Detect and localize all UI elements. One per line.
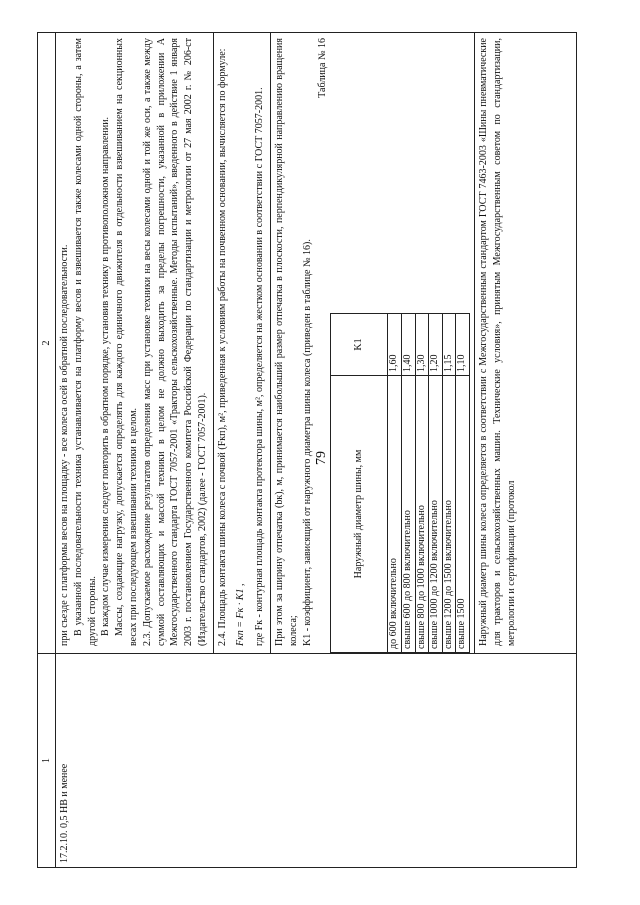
section-code: 17.2.10. 0,5 НВ и менее <box>59 763 70 863</box>
page-number: 79 <box>314 451 329 465</box>
table-row <box>442 314 456 653</box>
table-cell-range: свыше 600 до 800 включительно <box>401 376 415 653</box>
table-cell-k1: 1,60 <box>388 314 402 376</box>
paragraph-2: В указанной последовательности техника устанавливается на платформу весов и взвешивается также колесами одной стороны, а затем другой стороны. <box>72 38 98 646</box>
table-16-col1-header: Наружный диаметр шины, мм <box>331 376 388 653</box>
paragraph-k1: K1 - коэффициент, зависящий от наружного диаметра шины колеса (приведен в таблице № 16). <box>301 239 313 646</box>
table-cell-k1: 1,30 <box>415 314 429 376</box>
table-row <box>388 314 402 653</box>
divider <box>270 33 271 653</box>
table-cell-k1: 1,10 <box>456 314 470 376</box>
header-col-2: 2 <box>41 340 52 346</box>
paragraph-2-4: 2.4. Площадь контакта шины колеса с почвой (Fкп), м², приведенная к условиям работы на почвенном основании, вычисляется по формуле: <box>216 48 228 646</box>
table-16-title: Таблица № 16 <box>316 38 328 98</box>
table-cell-range: свыше 1200 до 1500 включительно <box>442 376 456 653</box>
header-col-1: 1 <box>38 653 55 867</box>
paragraph-definition-fk: где Fк - контурная площадь контакта протектора шины, м², определяется на жестком основании в соответствии с ГОСТ 7057-2001. <box>254 87 266 646</box>
table-16 <box>330 313 470 653</box>
table-16-col2-header: K1 <box>331 314 388 376</box>
table-cell-range: свыше 800 до 1000 включительно <box>415 376 429 653</box>
table-row <box>429 314 443 653</box>
table-cell-range: свыше 1500 <box>456 376 470 653</box>
paragraph-width: При этом за ширину отпечатка (bк), м, принимается наибольший размер отпечатка в плоскости, перпендикулярной направлению вращения колеса; <box>274 38 299 646</box>
table-header <box>38 33 56 867</box>
divider <box>213 33 214 653</box>
table-row <box>456 314 470 653</box>
table-row <box>415 314 429 653</box>
table-cell-range: свыше 1000 до 1200 включительно <box>429 376 443 653</box>
divider <box>474 33 475 653</box>
section-code-cell <box>55 653 576 867</box>
paragraph-2-3: 2.3. Допускаемое расхождение результатов определения масс при установке техники на весы колесами одной и той же оси, а также между суммой составляющих и массой техники в целом не должно выходить за пределы погрешности, указанной в приложении А Межгосударственного стандарта ГОСТ 7057-2001 «Тракторы сельскохозяйственные. Методы испытаний», введенного в действие 1 января 2003 г. постановлением Государственного комитета Российской Федерации по стандартизации и метрологии от 27 мая 2002 г. № 206-ст (Издательство стандартов, 2002) (далее - ГОСТ 7057-2001). <box>141 38 208 646</box>
table-cell-k1: 1,40 <box>401 314 415 376</box>
formula: Fкп = Fк · K1 , <box>234 583 246 646</box>
paragraph-outer-diameter: Наружный диаметр шины колеса определяется в соответствии с Межгосударственным стандартом ГОСТ 7463-2003 «Шины пневматические для тракторов и сельскохозяйственных машин. Технические условия», принятым Межгосударственным советом по стандартизации, метрологии и сертификации (протокол <box>477 38 517 646</box>
table-cell-k1: 1,20 <box>429 314 443 376</box>
paragraph-4: Массы, создающие нагрузку, допускается определять для каждого единичного движителя в отдельности взвешиванием на секционных весах при последующем взвешивании техники в целом. <box>114 38 139 646</box>
paragraph-1: при съезде с платформы весов на площадку - все колеса осей в обратной последовательности. <box>59 244 70 646</box>
document-table <box>37 32 577 868</box>
paragraph-3: В каждом случае измерения следует повторить в обратном порядке, установив технику в противоположном направлении. <box>100 116 112 636</box>
table-cell-k1: 1,15 <box>442 314 456 376</box>
content-cell <box>55 33 576 653</box>
table-cell-range: до 600 включительно <box>388 376 402 653</box>
table-row <box>401 314 415 653</box>
